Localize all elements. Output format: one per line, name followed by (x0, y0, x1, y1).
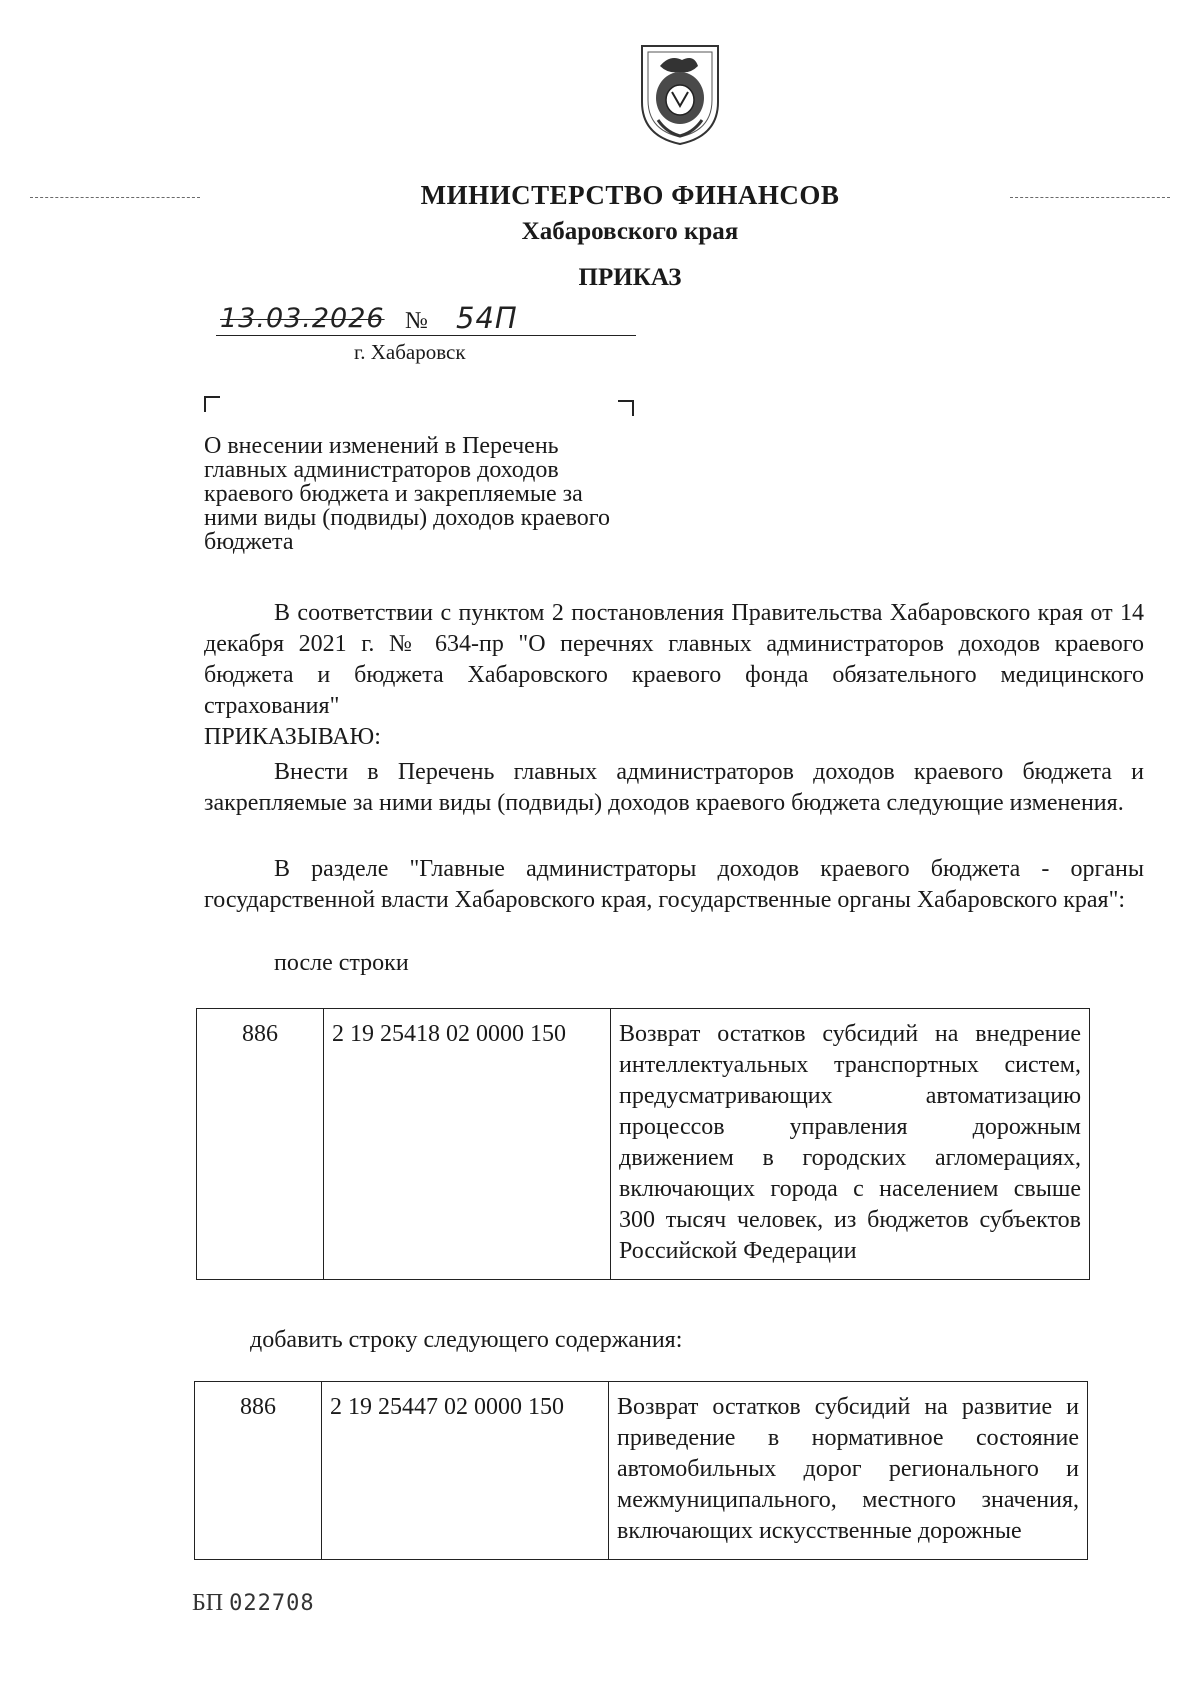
subject-corner-right (618, 400, 634, 416)
document-type: ПРИКАЗ (578, 264, 682, 291)
description-cell: Возврат остатков субсидий на внедрение интеллектуальных транспортных систем, предусматривающих автоматизацию процессов управления дорожным движением в городских агломерациях, включающих города с населением свыше 300 тысяч человек, из бюджетов субъектов Российской Федерации (611, 1009, 1090, 1280)
subject-corner-left (204, 396, 220, 412)
number-sign: № (405, 308, 428, 334)
ministry-region: Хабаровского края (521, 218, 739, 245)
order-paragraph: Внести в Перечень главных администраторов доходов краевого бюджета и закрепляемые за ними виды (подвиды) доходов краевого бюджета следующие изменения. (204, 759, 1144, 816)
table-row (197, 1009, 1090, 1280)
existing-row-table (196, 1008, 1090, 1280)
add-row-label: добавить строку следующего содержания: (250, 1327, 683, 1353)
description-cell: Возврат остатков субсидий на развитие и приведение в нормативное состояние автомобильных дорог регионального и межмуниципального, местного значения, включающих искусственные дорожные (609, 1382, 1088, 1560)
kbk-cell: 2 19 25418 02 0000 150 (324, 1009, 611, 1280)
order-word: ПРИКАЗЫВАЮ: (204, 724, 381, 750)
form-serial (192, 1590, 315, 1617)
ministry-title: МИНИСТЕРСТВО ФИНАНСОВ (420, 180, 840, 210)
document-date: 13.03.2026 (220, 303, 385, 334)
admin-code-cell: 886 (195, 1382, 322, 1560)
table-row (195, 1382, 1088, 1560)
coat-of-arms-emblem (636, 40, 724, 148)
form-series: БП (192, 1590, 224, 1616)
section-paragraph: В разделе "Главные администраторы доходов краевого бюджета - органы государственной власти Хабаровского края, государственные органы Хабаровского края": (204, 856, 1144, 913)
new-row-table (194, 1381, 1088, 1560)
after-row-label: после строки (274, 950, 409, 976)
preamble-paragraph: В соответствии с пунктом 2 постановления Правительства Хабаровского края от 14 декабря 2021 г. № 634-пр "О перечнях главных администраторов доходов краевого бюджета и бюджета Хабаровского краевого фонда обязательного медицинского страхования" (204, 600, 1144, 719)
kbk-cell: 2 19 25447 02 0000 150 (322, 1382, 609, 1560)
city: г. Хабаровск (354, 340, 466, 364)
document-number: 54П (456, 301, 518, 335)
form-serial-number: 022708 (229, 1591, 315, 1616)
admin-code-cell: 886 (197, 1009, 324, 1280)
document-subject: О внесении изменений в Перечень главных администраторов доходов краевого бюджета и закрепляемые за ними виды (подвиды) доходов краевого бюджета (204, 433, 611, 555)
